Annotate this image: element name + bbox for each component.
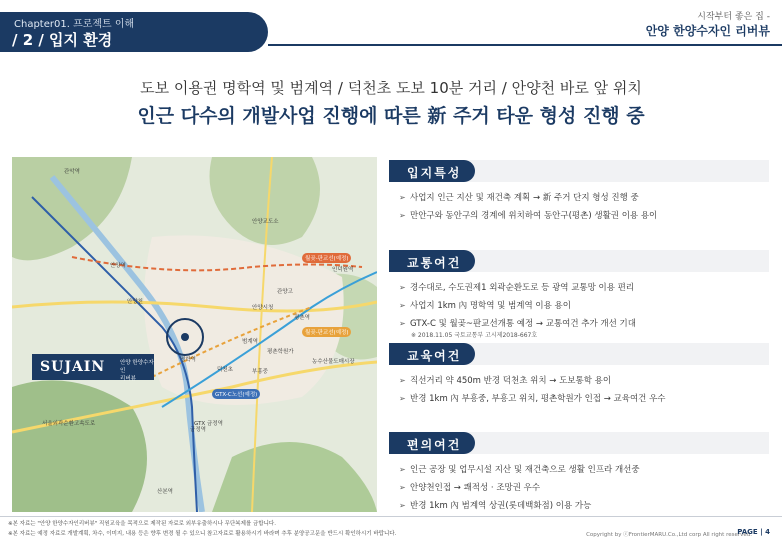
location-map (12, 157, 377, 512)
list-item-text: 반경 1km 內 부흥중, 부흥고 위치, 평촌학원가 인접 → 교육여건 우수 (410, 394, 666, 404)
list-item (399, 497, 769, 515)
list-item (399, 479, 769, 497)
section-title: 편의여건 (407, 438, 462, 452)
arrow-icon: ➢ (399, 301, 406, 310)
section-header-pill (389, 432, 475, 454)
page-number: PAGE | 4 (737, 528, 770, 536)
section-header-pill (389, 250, 475, 272)
section-title: 입지특성 (407, 166, 462, 180)
list-item-text: 만안구와 동안구의 경계에 위치하여 동안구(평촌) 생활권 이용 용이 (410, 211, 658, 221)
section-transport (389, 250, 769, 339)
map-label: 산본역 (157, 489, 173, 495)
section-location (389, 160, 769, 225)
section-header (389, 250, 769, 272)
map-label: 범계역 (242, 339, 258, 345)
section-header (389, 343, 769, 365)
map-label: 부흥중 (252, 369, 268, 375)
map-label: 인덕원역 (332, 267, 354, 273)
main-headline: 인근 다수의 개발사업 진행에 따른 新 주거 타운 형성 진행 중 (137, 105, 645, 127)
arrow-icon: ➢ (399, 376, 406, 385)
brand-name: 안양 한양수자인 리버뷰 (645, 24, 770, 38)
list-item (399, 461, 769, 479)
map-label: 농수산물도매시장 (312, 359, 355, 365)
map-label: 안양천 (127, 299, 143, 305)
arrow-icon: ➢ (399, 211, 406, 220)
list-item-text: 사업지 인근 지산 및 재건축 계획 → 新 주거 단지 형성 진행 중 (410, 193, 639, 203)
section-note: ※ 2018.11.05 국토교통부 고시제2018-667호 (411, 332, 538, 339)
list-item-text: 사업지 1km 內 명학역 및 범계역 이용 용이 (410, 301, 571, 311)
sujain-brand-badge (32, 354, 154, 380)
list-item-text: 경수대로, 수도권제1 외곽순환도로 등 광역 교통망 이용 편리 (410, 283, 635, 293)
map-label: GTX 금정역 (194, 421, 223, 427)
copyright: Copyright by ⓒFrontierMARU.Co.,Ltd corp All right reserved. (586, 532, 752, 538)
list-item-text: GTX-C 및 월곶~판교선개통 예정 → 교통여건 추가 개선 기대 (410, 319, 636, 329)
chapter-label: Chapter01. 프로젝트 이해 (14, 19, 135, 30)
rail-tag-gtx: GTX-C노선(예정) (212, 389, 260, 399)
section-items (389, 454, 769, 515)
list-item (399, 390, 769, 408)
section-items (389, 365, 769, 408)
section-title: 교통여건 (407, 256, 462, 270)
arrow-icon: ➢ (399, 501, 406, 510)
brand-tagline: 시작부터 좋은 집 - (697, 12, 770, 22)
section-education (389, 343, 769, 408)
list-item-text: 직선거리 약 450m 반경 덕천초 위치 → 도보통학 용이 (410, 376, 612, 386)
list-item-text: 인근 공장 및 업무시설 지산 및 재건축으로 생활 인프라 개선중 (410, 465, 640, 475)
page-title: / 2 / 입지 환경 (12, 31, 113, 49)
sujain-logo: SUJAIN (40, 359, 106, 375)
arrow-icon: ➢ (399, 319, 406, 328)
rail-tag-wolgot-2: 월곶-판교선(예정) (302, 327, 351, 337)
list-item-text: 안양천인접 → 쾌적성 · 조망권 우수 (410, 483, 541, 493)
map-label: 명학역 (180, 357, 196, 363)
arrow-icon: ➢ (399, 465, 406, 474)
map-label: 관양고 (277, 289, 293, 295)
footer-note: ※본 자료는 예정 자료로 개발계획, 차수, 이미지, 내용 등은 향후 변경 될 수 있으니 참고자료로 활용하시기 바라며 추후 분양공고문을 반드시 확인하시기 바랍니다. (8, 531, 397, 537)
section-convenience (389, 432, 769, 515)
arrow-icon: ➢ (399, 283, 406, 292)
list-item (399, 372, 769, 390)
footer-note: ※본 자료는 "안양 한양수자인리버뷰" 직원교육을 목적으로 제작된 자료로 외부유출하시나 무단복제를 금합니다. (8, 521, 276, 527)
arrow-icon: ➢ (399, 193, 406, 202)
list-item (399, 279, 769, 297)
list-item-text: 반경 1km 內 범계역 상권(롯데백화점) 이용 가능 (410, 501, 592, 511)
sub-headline: 도보 이용권 명학역 및 범계역 / 덕천초 도보 10분 거리 / 안양천 바로 앞 위치 (140, 79, 642, 97)
section-header (389, 160, 769, 182)
section-header-pill (389, 160, 475, 182)
sujain-sub-line: 안양 한양수자인 (120, 360, 154, 374)
sujain-sub (120, 359, 154, 383)
map-label: 평촌학원가 (267, 349, 294, 355)
map-label: 서울외곽순환고속도로 (42, 421, 96, 427)
list-item (399, 297, 769, 315)
section-header (389, 432, 769, 454)
map-label: 평촌역 (294, 315, 310, 321)
section-title: 교육여건 (407, 349, 462, 363)
map-label: 금정역 (190, 427, 206, 433)
section-header-pill (389, 343, 475, 365)
map-label: 관악역 (64, 169, 80, 175)
section-items (389, 182, 769, 225)
map-label: 안양시청 (252, 305, 274, 311)
section-items (389, 272, 769, 333)
sujain-sub-line: 리버뷰 (120, 376, 136, 382)
arrow-icon: ➢ (399, 483, 406, 492)
map-label: 덕천초 (217, 367, 233, 373)
map-label: 안양교도소 (252, 219, 279, 225)
arrow-icon: ➢ (399, 394, 406, 403)
list-item (399, 207, 769, 225)
map-label: 안양역 (110, 263, 126, 269)
rail-tag-wolgot: 월곶-판교선(예정) (302, 253, 351, 263)
list-item (399, 189, 769, 207)
footer-rule (0, 516, 782, 517)
header-rule (268, 44, 782, 46)
